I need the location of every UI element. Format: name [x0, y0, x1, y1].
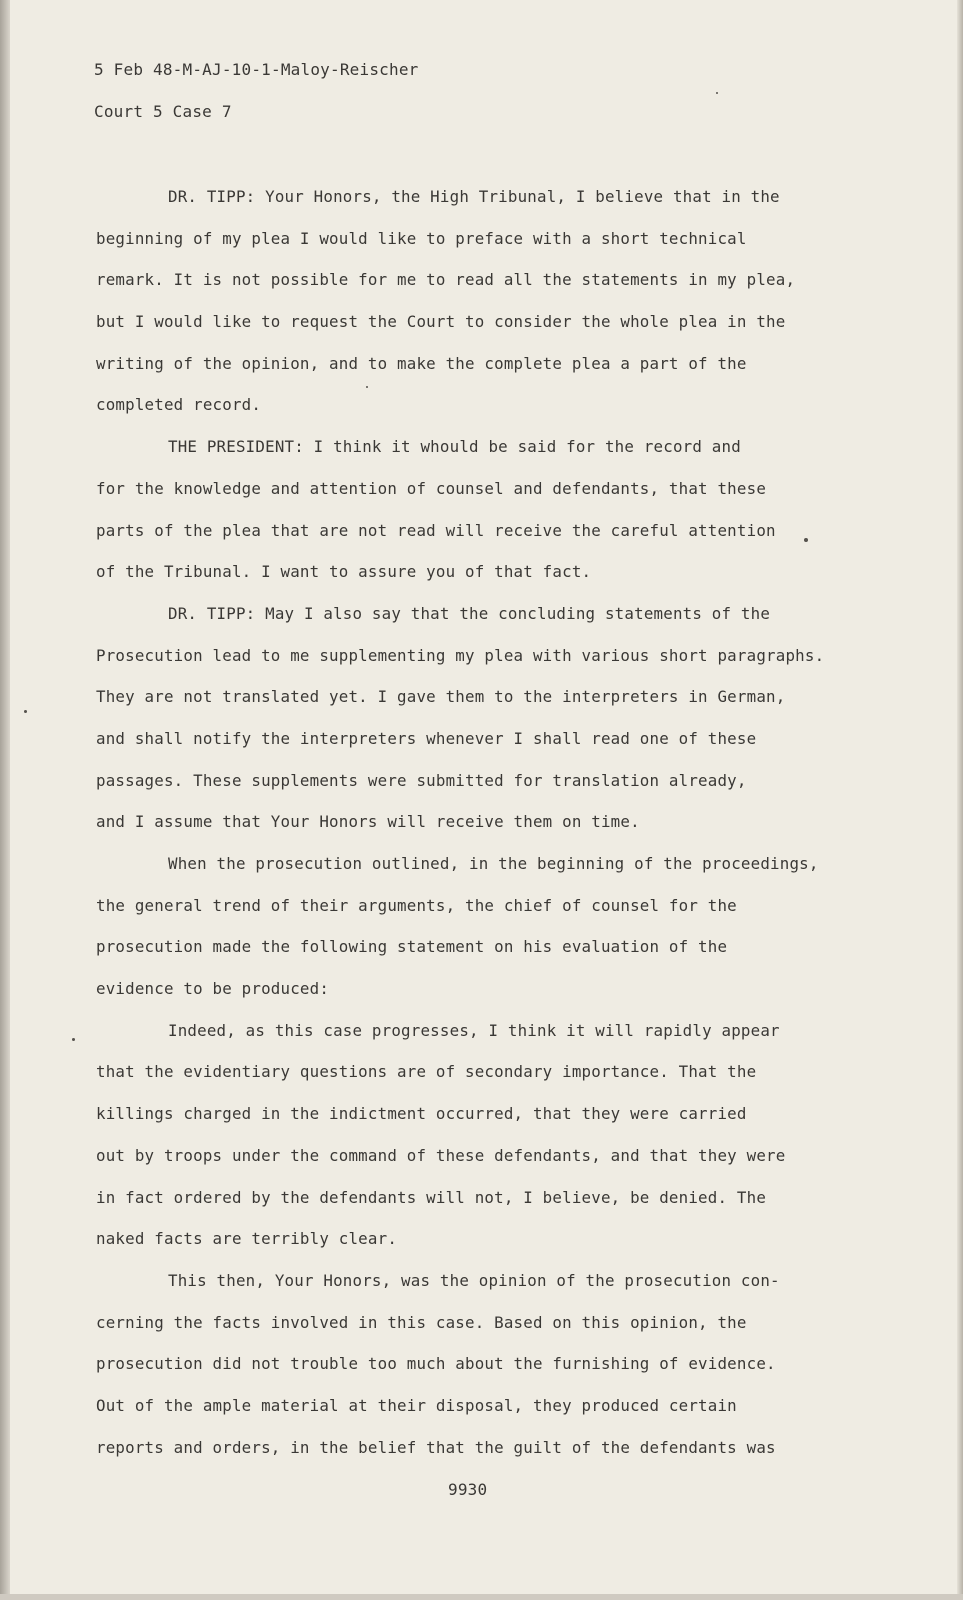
text-line: Out of the ample material at their disposal, they produced certain — [96, 1395, 737, 1415]
paper-speck — [716, 92, 718, 94]
text-line: evidence to be produced: — [96, 979, 330, 999]
text-line: completed record. — [96, 395, 262, 415]
text-line: out by troops under the command of these defendants, and that they were — [96, 1145, 786, 1165]
text-line: DR. TIPP: May I also say that the concluding statements of the — [168, 603, 771, 623]
paragraph-evaluation — [96, 1260, 896, 1468]
court-case-line: Court 5 Case 7 — [94, 102, 232, 121]
page-left-edge — [0, 0, 10, 1600]
text-line: and shall notify the interpreters whenever I shall read one of these — [96, 728, 757, 748]
text-line: They are not translated yet. I gave them to the interpreters in German, — [96, 687, 786, 707]
text-line: the general trend of their arguments, the chief of counsel for the — [96, 895, 737, 915]
text-line: that the evidentiary questions are of secondary importance. That the — [96, 1062, 757, 1082]
text-line: reports and orders, in the belief that the guilt of the defendants was — [96, 1437, 776, 1457]
text-line: in fact ordered by the defendants will not, I believe, be denied. The — [96, 1187, 767, 1207]
text-line: and I assume that Your Honors will receive them on time. — [96, 812, 640, 832]
paragraph-president — [96, 426, 896, 593]
transcript-body — [96, 176, 896, 1468]
page-number: 9930 — [448, 1480, 488, 1499]
page-bottom-edge — [0, 1594, 963, 1600]
text-line: naked facts are terribly clear. — [96, 1229, 398, 1249]
paragraph-tipp-supplements — [96, 593, 896, 843]
text-line: DR. TIPP: Your Honors, the High Tribunal, I believe that in the — [168, 187, 780, 206]
text-line: This then, Your Honors, was the opinion of the prosecution con- — [168, 1270, 780, 1290]
text-line: prosecution made the following statement on his evaluation of the — [96, 937, 728, 957]
text-line: prosecution did not trouble too much about the furnishing of evidence. — [96, 1354, 776, 1374]
text-line: When the prosecution outlined, in the beginning of the proceedings, — [168, 854, 819, 873]
paper-speck — [804, 538, 808, 542]
text-line: Prosecution lead to me supplementing my plea with various short paragraphs. — [96, 645, 825, 665]
text-line: writing of the opinion, and to make the complete plea a part of the — [96, 353, 747, 373]
paper-speck — [72, 1038, 75, 1041]
document-reference-line: 5 Feb 48-M-AJ-10-1-Maloy-Reischer — [94, 60, 419, 79]
text-line: killings charged in the indictment occurred, that they were carried — [96, 1104, 747, 1124]
text-line: parts of the plea that are not read will receive the careful attention — [96, 520, 776, 540]
text-line: of the Tribunal. I want to assure you of that fact. — [96, 562, 592, 582]
text-line: THE PRESIDENT: I think it whould be said for the record and — [168, 437, 741, 457]
text-line: beginning of my plea I would like to preface with a short technical — [96, 228, 747, 248]
paragraph-prosecution-outline — [96, 843, 896, 1010]
page-right-edge — [957, 0, 963, 1600]
text-line: Indeed, as this case progresses, I think it will rapidly appear — [168, 1020, 780, 1040]
paragraph-quotation — [96, 1010, 896, 1260]
paper-speck — [24, 710, 27, 713]
text-line: cerning the facts involved in this case. Based on this opinion, the — [96, 1312, 747, 1332]
paper-speck — [366, 386, 368, 388]
text-line: but I would like to request the Court to consider the whole plea in the — [96, 312, 786, 332]
text-line: passages. These supplements were submitted for translation already, — [96, 770, 747, 790]
text-line: remark. It is not possible for me to read all the statements in my plea, — [96, 270, 796, 290]
paragraph-tipp-preface — [96, 176, 896, 426]
text-line: for the knowledge and attention of counsel and defendants, that these — [96, 478, 767, 498]
